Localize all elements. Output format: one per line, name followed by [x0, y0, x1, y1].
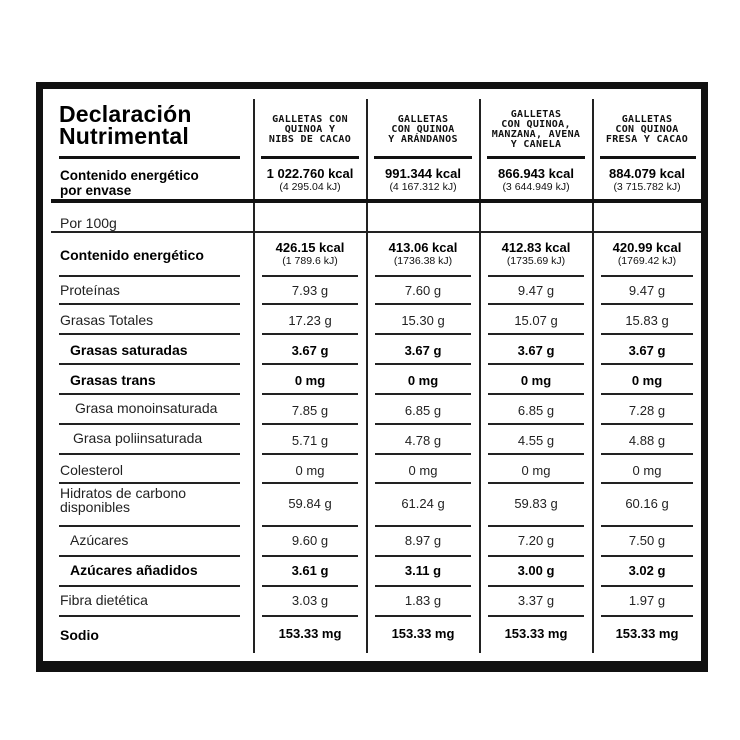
row-value: 60.16 g: [625, 496, 669, 511]
row-value: 6.85 g: [517, 403, 555, 418]
row-divider: [601, 303, 693, 305]
row-value: 5.71 g: [291, 433, 329, 448]
envase-value: [593, 167, 701, 193]
row-divider: [488, 363, 584, 365]
row-value: 9.47 g: [628, 283, 666, 298]
row-value: 3.02 g: [628, 563, 666, 578]
row-value: 7.28 g: [628, 403, 666, 418]
table-title: [59, 103, 192, 147]
row-divider: [488, 615, 584, 617]
envase-value: [480, 167, 592, 193]
row-value: 0 mg: [521, 463, 551, 478]
energy-value: [254, 241, 366, 267]
row-divider: [262, 615, 358, 617]
row-value: 3.67 g: [404, 343, 442, 358]
row-value: 0 mg: [408, 463, 438, 478]
row-divider: [601, 393, 693, 395]
row-value: 3.67 g: [291, 343, 329, 358]
row-divider: [601, 585, 693, 587]
row-value: 15.30 g: [401, 313, 445, 328]
title-line-2: Nutrimental: [59, 123, 189, 149]
row-divider: [375, 303, 471, 305]
row-divider: [262, 482, 358, 484]
row-label: Grasas Totales: [60, 312, 154, 328]
header-underline: [600, 156, 696, 159]
row-divider: [59, 615, 240, 617]
row-divider: [59, 585, 240, 587]
row-divider: [488, 482, 584, 484]
section-rule: [51, 199, 701, 203]
row-value: 61.24 g: [401, 496, 445, 511]
row-value: 15.07 g: [514, 313, 558, 328]
row-divider: [262, 555, 358, 557]
per-100g-label: Por 100g: [60, 215, 117, 231]
row-divider: [59, 482, 240, 484]
header-underline: [261, 156, 359, 159]
row-label: Azúcares añadidos: [70, 562, 198, 578]
row-divider: [262, 453, 358, 455]
row-divider: [375, 555, 471, 557]
column-header-4: GALLETAS CON QUINOA FRESA Y CACAO: [605, 114, 689, 145]
row-divider: [488, 333, 584, 335]
column-header-2: GALLETAS CON QUINOA Y ARÁNDANOS: [388, 114, 458, 145]
row-value: 0 mg: [632, 463, 662, 478]
row-value: 153.33 mg: [391, 626, 455, 641]
row-divider: [488, 275, 584, 277]
row-divider: [488, 393, 584, 395]
row-divider: [375, 453, 471, 455]
row-value: 7.85 g: [291, 403, 329, 418]
row-value: 9.60 g: [291, 533, 329, 548]
kcal-value: 412.83 kcal: [501, 240, 571, 255]
row-value: 0 mg: [294, 373, 326, 388]
kcal-value: 413.06 kcal: [388, 240, 458, 255]
energy-value: [480, 241, 592, 267]
row-divider: [375, 482, 471, 484]
row-value: 17.23 g: [288, 313, 332, 328]
row-divider: [488, 303, 584, 305]
row-value: 3.03 g: [291, 593, 329, 608]
row-value: 6.85 g: [404, 403, 442, 418]
row-divider: [601, 333, 693, 335]
row-label: Azúcares: [70, 532, 129, 548]
title-line-1: Declaración: [59, 101, 192, 127]
row-value: 3.11 g: [404, 563, 442, 578]
envase-value: [367, 167, 479, 193]
row-value: 0 mg: [407, 373, 439, 388]
envase-label: [60, 168, 199, 198]
row-value: 4.55 g: [517, 433, 555, 448]
kj-value: (1736.38 kJ): [393, 255, 453, 267]
energy-value: [593, 241, 701, 267]
kj-value: (4 295.04 kJ): [279, 181, 341, 193]
row-divider: [488, 585, 584, 587]
row-divider: [375, 363, 471, 365]
row-divider: [262, 393, 358, 395]
row-divider: [375, 615, 471, 617]
kj-value: (3 644.949 kJ): [502, 181, 570, 193]
row-value: 3.00 g: [517, 563, 555, 578]
column-header-1: GALLETAS CON QUINOA Y NIBS DE CACAO: [268, 114, 352, 145]
row-divider: [262, 303, 358, 305]
kj-value: (1735.69 kJ): [506, 255, 566, 267]
row-divider: [59, 303, 240, 305]
row-divider: [51, 231, 701, 233]
row-value: 153.33 mg: [504, 626, 568, 641]
kcal-value: 420.99 kcal: [612, 240, 682, 255]
row-divider: [375, 275, 471, 277]
kj-value: (4 167.312 kJ): [389, 181, 457, 193]
row-divider: [601, 453, 693, 455]
row-divider: [601, 555, 693, 557]
kcal-value: 991.344 kcal: [385, 166, 461, 181]
row-value: 3.67 g: [628, 343, 666, 358]
title-underline: [59, 156, 240, 159]
row-divider: [59, 363, 240, 365]
row-divider: [262, 585, 358, 587]
energy-label: Contenido energético: [60, 247, 204, 263]
row-value: 8.97 g: [404, 533, 442, 548]
row-value: 59.83 g: [514, 496, 558, 511]
row-value: 7.60 g: [404, 283, 442, 298]
row-divider: [601, 363, 693, 365]
row-divider: [262, 525, 358, 527]
row-divider: [488, 525, 584, 527]
row-value: 0 mg: [631, 373, 663, 388]
row-divider: [375, 423, 471, 425]
envase-label-line-1: Contenido energético: [60, 168, 199, 183]
row-divider: [59, 525, 240, 527]
row-label: Grasa monoinsaturada: [75, 400, 218, 416]
row-label: Grasa poliinsaturada: [73, 430, 203, 446]
envase-label-line-2: por envase: [60, 183, 132, 198]
row-divider: [375, 525, 471, 527]
column-header-3: GALLETAS CON QUINOA, MANZANA, AVENA Y CANELA: [491, 109, 581, 150]
row-value: 7.50 g: [628, 533, 666, 548]
row-divider: [59, 333, 240, 335]
row-label: Fibra dietética: [60, 592, 148, 608]
row-value: 153.33 mg: [278, 626, 342, 641]
row-label: Sodio: [60, 627, 99, 643]
row-label: Grasas saturadas: [70, 342, 188, 358]
energy-value: [367, 241, 479, 267]
row-label: Hidratos de carbono disponibles: [60, 485, 187, 515]
row-divider: [262, 275, 358, 277]
row-divider: [601, 423, 693, 425]
row-divider: [262, 333, 358, 335]
row-divider: [59, 555, 240, 557]
row-value: 7.20 g: [517, 533, 555, 548]
row-value: 9.47 g: [517, 283, 555, 298]
row-divider: [601, 615, 693, 617]
row-value: 1.83 g: [404, 593, 442, 608]
row-label: Colesterol: [60, 462, 124, 478]
row-divider: [488, 555, 584, 557]
row-divider: [375, 585, 471, 587]
envase-value: [254, 167, 366, 193]
row-divider: [601, 482, 693, 484]
row-value: 4.78 g: [404, 433, 442, 448]
row-value: 3.67 g: [517, 343, 555, 358]
row-value: 3.61 g: [291, 563, 329, 578]
row-divider: [601, 525, 693, 527]
row-divider: [59, 275, 240, 277]
kcal-value: 426.15 kcal: [275, 240, 345, 255]
kj-value: (3 715.782 kJ): [613, 181, 681, 193]
kj-value: (1 789.6 kJ): [282, 255, 338, 267]
row-divider: [59, 453, 240, 455]
row-divider: [488, 453, 584, 455]
row-divider: [262, 363, 358, 365]
row-value: 1.97 g: [628, 593, 666, 608]
row-divider: [375, 333, 471, 335]
kcal-value: 866.943 kcal: [498, 166, 574, 181]
header-underline: [487, 156, 585, 159]
nutrition-table: [36, 82, 708, 672]
row-value: 153.33 mg: [615, 626, 679, 641]
row-divider: [262, 423, 358, 425]
kcal-value: 1 022.760 kcal: [266, 166, 354, 181]
row-value: 7.93 g: [291, 283, 329, 298]
row-value: 0 mg: [295, 463, 325, 478]
kj-value: (1769.42 kJ): [617, 255, 677, 267]
row-divider: [601, 275, 693, 277]
row-value: 0 mg: [520, 373, 552, 388]
row-value: 4.88 g: [628, 433, 666, 448]
row-value: 15.83 g: [625, 313, 669, 328]
row-divider: [59, 423, 240, 425]
row-divider: [375, 393, 471, 395]
kcal-value: 884.079 kcal: [609, 166, 685, 181]
row-divider: [488, 423, 584, 425]
row-value: 59.84 g: [288, 496, 332, 511]
row-value: 3.37 g: [517, 593, 555, 608]
row-divider: [59, 393, 240, 395]
row-label: Grasas trans: [70, 372, 156, 388]
header-underline: [374, 156, 472, 159]
row-label: Proteínas: [60, 282, 120, 298]
